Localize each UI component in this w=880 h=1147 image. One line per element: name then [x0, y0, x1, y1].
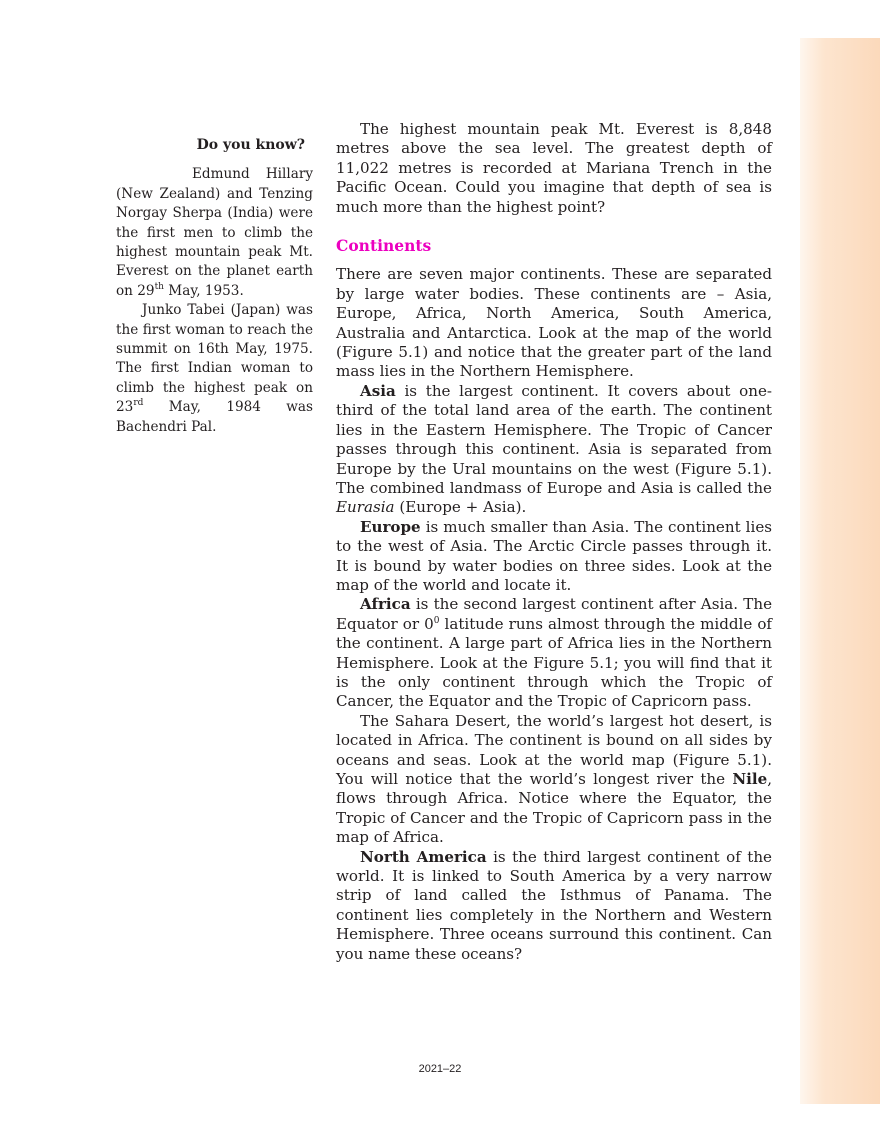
africa-paragraph: Africa is the second largest continent after Asia. The Equator or $0^0$ latitude runs almost through the middle of the continent. A large part of Africa lies in the Northern Hemisphere. Look at the Figure 5.1; you will find that it is the only continent through which the Tropic of Cancer, the Equator and the Tropic of Capricorn pass.: [336, 595, 772, 711]
page-footer-year: 2021–22: [418, 1063, 462, 1075]
asia-paragraph: Asia is the largest continent. It covers about one-third of the total land area of the earth. The continent lies in the Eastern Hemisphere. The Tropic of Cancer passes through this continent. Asia is separated from Europe by the Ural mountains on the west (Figure 5.1). The combined landmass of Europe and Asia is called the Eurasia (Europe + Asia).: [336, 381, 772, 517]
europe-paragraph: Europe is much smaller than Asia. The continent lies to the west of Asia. The Arctic Circle passes through it. It is bound by water bodies on three sides. Look at the map of the world and locate it.: [336, 517, 772, 594]
intro-paragraph: The highest mountain peak Mt. Everest is 8,848 metres above the sea level. The greatest depth of 11,022 metres is recorded at Mariana Trench in the Pacific Ocean. Could you imagine that depth of sea is much more than the highest point?: [336, 120, 772, 216]
north-america-paragraph: North America is the third largest continent of the world. It is linked to South America by a very narrow strip of land called the Isthmus of Panama. The continent lies completely in the Northern and Western Hemisphere. Three oceans surround this continent. Can you name these oceans?: [336, 847, 772, 963]
decorative-side-band: [800, 38, 880, 1104]
sidebar-paragraph-tabei: Junko Tabei (Japan) was the first woman to reach the summit on 16th May, 1975. The first Indian woman to climb the highest peak on 23rd May, 1984 was Bachendri Pal.: [116, 302, 313, 435]
do-you-know-box: [116, 136, 313, 437]
main-text-column: [336, 120, 772, 964]
continents-paragraph: There are seven major continents. These are separated by large water bodies. These continents are – Asia, Europe, Africa, North America, South America, Australia and Antarctica. Look at the map of the world (Figure 5.1) and notice that the greater part of the land mass lies in the Northern Hemisphere.: [336, 265, 772, 381]
do-you-know-title: Do you know?: [196, 137, 305, 153]
sahara-paragraph: The Sahara Desert, the world’s largest hot desert, is located in Africa. The continent is bound on all sides by oceans and seas. Look at the world map (Figure 5.1). You will notice that the world’s longest river the Nile, flows through Africa. Notice where the Equator, the Tropic of Cancer and the Tropic of Capricorn pass in the map of Africa.: [336, 711, 772, 847]
section-heading-continents: Continents: [336, 236, 432, 256]
sidebar-paragraph-hillary: Edmund Hillary (New Zealand) and Tenzing Norgay Sherpa (India) were the first men to climb the highest mountain peak Mt. Everest on the planet earth on 29th May, 1953.: [116, 166, 313, 299]
